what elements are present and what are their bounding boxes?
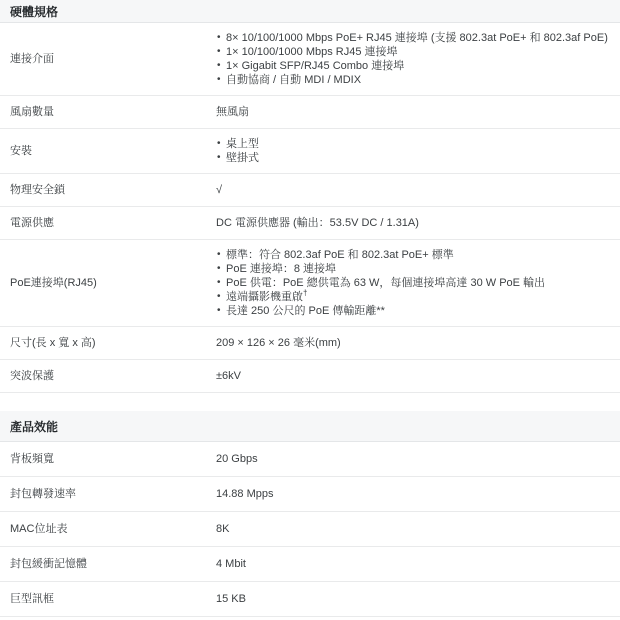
spec-label: 突波保護 [10,370,54,382]
spec-value: 無風扇 [216,106,249,118]
spec-value: 15 KB [216,593,246,605]
spec-label: 尺寸(長 x 寬 x 高) [10,337,96,349]
section-gap [0,393,620,411]
spec-label: 物理安全鎖 [10,184,65,196]
spec-row [0,129,620,174]
spec-bullet-item: • 遠端攝影機重啟† [216,290,610,304]
spec-value: ±6kV [216,370,241,382]
spec-label: MAC位址表 [10,523,68,535]
spec-bullet-item: • 壁掛式 [216,151,610,165]
spec-label: 封包轉發速率 [10,488,76,500]
spec-row [0,442,620,477]
spec-label: 風扇數量 [10,106,54,118]
spec-value: 8K [216,523,230,535]
spec-row [0,174,620,207]
spec-value: 209 × 126 × 26 毫米(mm) [216,337,341,349]
spec-label: 巨型訊框 [10,593,54,605]
spec-row [0,360,620,393]
spec-bullet-list [216,137,610,165]
spec-label: PoE連接埠(RJ45) [10,277,97,289]
spec-label: 連接介面 [10,53,54,65]
spec-bullet-item: • 標準：符合 802.3af PoE 和 802.3at PoE+ 標準 [216,248,610,262]
spec-label: 封包緩衝記憶體 [10,558,87,570]
spec-row [0,23,620,96]
spec-bullet-item: • PoE 供電：PoE 總供電為 63 W，每個連接埠高達 30 W PoE 輸出 [216,276,610,290]
spec-bullet-list [216,31,610,87]
spec-row [0,477,620,512]
spec-bullet-item: • 自動協商 / 自動 MDI / MDIX [216,73,610,87]
spec-row [0,240,620,327]
spec-row [0,582,620,617]
footnote-marker: † [303,288,308,298]
spec-bullet-item: • 1× 10/100/1000 Mbps RJ45 連接埠 [216,45,610,59]
spec-row [0,327,620,360]
spec-row [0,207,620,240]
spec-row [0,547,620,582]
spec-bullet-item: • 長達 250 公尺的 PoE 傳輸距離** [216,304,610,318]
spec-value: 20 Gbps [216,453,258,465]
section-performance [0,411,620,617]
spec-value [216,137,620,165]
spec-value: √ [216,184,223,196]
spec-value: 4 Mbit [216,558,246,570]
spec-bullet-item: • 桌上型 [216,137,610,151]
spec-bullet-item: • 8× 10/100/1000 Mbps PoE+ RJ45 連接埠 (支援 802.3at PoE+ 和 802.3af PoE) [216,31,610,45]
section-title: 硬體規格 [10,4,59,19]
section-title: 產品效能 [10,419,59,434]
spec-value: DC 電源供應器 (輸出：53.5V DC / 1.31A) [216,217,419,229]
spec-label: 電源供應 [10,217,54,229]
spec-row [0,512,620,547]
spec-row [0,96,620,129]
spec-value [216,248,620,318]
spec-bullet-item: • PoE 連接埠：8 連接埠 [216,262,610,276]
spec-value: 14.88 Mpps [216,488,274,500]
spec-label: 背板頻寬 [10,453,54,465]
spec-bullet-list [216,248,610,318]
spec-bullet-item: • 1× Gigabit SFP/RJ45 Combo 連接埠 [216,59,610,73]
section-header-performance [0,411,620,442]
spec-value [216,31,620,87]
section-header-hardware [0,0,620,23]
performance-spec-rows [0,442,620,617]
spec-label: 安裝 [10,145,32,157]
hardware-spec-rows [0,23,620,393]
